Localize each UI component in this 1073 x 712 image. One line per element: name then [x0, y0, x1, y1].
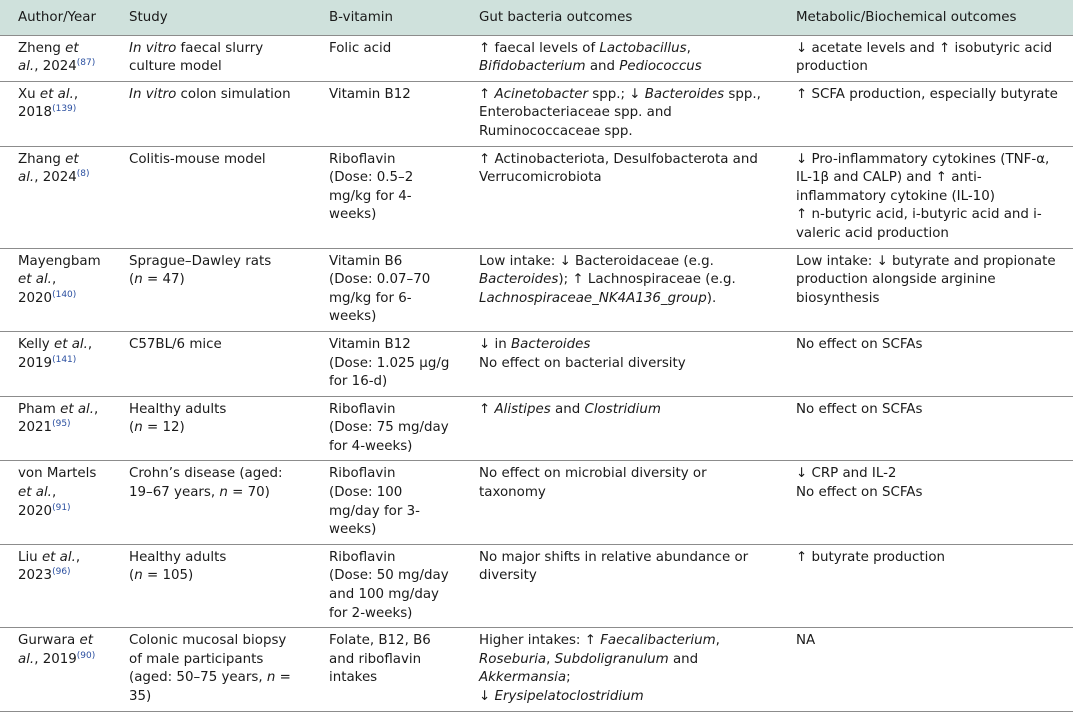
reference-number: (8)	[76, 169, 90, 180]
italic-text: et al.	[41, 549, 76, 565]
italic-text: Acinetobacter	[494, 86, 588, 102]
table-row	[0, 81, 1073, 146]
text-run: (Dose: 100 mg/day for 3-weeks)	[329, 485, 420, 538]
cell-metabolic	[778, 628, 1073, 711]
cell-author-year	[0, 628, 111, 711]
italic-text: Bacteroides	[479, 272, 559, 288]
italic-text: Alistipes	[494, 401, 551, 417]
italic-text: Akkermansia	[479, 670, 567, 686]
cell-line	[796, 253, 1065, 309]
cell-b-vitamin	[311, 544, 461, 627]
cell-gut-bacteria	[461, 81, 778, 146]
text-run: ↓ in	[479, 336, 511, 352]
cell-line	[129, 271, 303, 290]
text-run: No effect on SCFAs	[796, 336, 923, 352]
text-run: Crohn’s disease (aged: 19–67 years,	[129, 466, 283, 501]
header-b-vitamin: B-vitamin	[311, 0, 461, 35]
cell-metabolic	[778, 146, 1073, 248]
text-run: Sprague–Dawley rats	[129, 253, 272, 269]
header-study: Study	[111, 0, 311, 35]
text-run: ↑	[479, 401, 495, 417]
cell-line	[329, 401, 453, 420]
text-run: (	[129, 272, 135, 288]
text-run: Mayengbam	[18, 253, 101, 269]
cell-gut-bacteria	[461, 628, 778, 711]
text-run: = 70)	[227, 485, 270, 501]
italic-text: Pediococcus	[619, 59, 702, 75]
italic-text: et al.	[18, 151, 79, 186]
cell-study	[111, 544, 311, 627]
text-run: , 2024	[34, 59, 77, 75]
cell-b-vitamin	[311, 331, 461, 396]
cell-line	[129, 253, 303, 272]
cell-line	[479, 86, 770, 142]
cell-metabolic	[778, 248, 1073, 331]
cell-line	[796, 401, 1065, 420]
cell-line	[796, 40, 1065, 77]
italic-text: et al.	[18, 485, 52, 501]
text-run: ); ↑ Lachnospiraceae (e.g.	[558, 272, 736, 288]
italic-text: n	[134, 568, 143, 584]
italic-text: et al.	[39, 86, 74, 102]
text-run: Kelly	[18, 336, 54, 352]
text-run: Riboflavin	[329, 549, 396, 565]
cell-metabolic	[778, 81, 1073, 146]
italic-text: Clostridium	[584, 401, 661, 417]
text-run: Pham	[18, 401, 61, 417]
header-row	[0, 0, 1073, 35]
cell-author-year	[0, 146, 111, 248]
cell-author-year	[0, 81, 111, 146]
italic-text: n	[266, 670, 276, 686]
table-header	[0, 0, 1073, 35]
italic-text: Lactobacillus	[599, 40, 687, 56]
text-run: No effect on microbial diversity or taxonomy	[479, 466, 707, 501]
cell-line	[796, 86, 1065, 105]
cell-author-year	[0, 331, 111, 396]
cell-gut-bacteria	[461, 396, 778, 461]
cell-line	[329, 151, 453, 170]
cell-line	[796, 465, 1065, 484]
cell-line	[329, 567, 453, 623]
cell-line	[479, 549, 770, 586]
cell-b-vitamin	[311, 396, 461, 461]
text-run: , 2023	[18, 549, 81, 584]
cell-line	[796, 549, 1065, 568]
text-run: Folic acid	[329, 40, 392, 56]
cell-line	[129, 567, 303, 586]
text-run: Higher intakes: ↑	[479, 633, 601, 649]
table-row	[0, 331, 1073, 396]
text-run: Xu	[18, 86, 40, 102]
text-run: colon simulation	[176, 86, 291, 102]
table-row	[0, 544, 1073, 627]
text-run: Liu	[18, 549, 42, 565]
table-body	[0, 35, 1073, 711]
text-run: (Dose: 0.07–70 mg/kg for 6-weeks)	[329, 272, 431, 325]
cell-line	[796, 206, 1065, 243]
cell-line	[129, 40, 303, 77]
text-run: ;	[566, 670, 571, 686]
cell-b-vitamin	[311, 248, 461, 331]
italic-text: Bacteroides	[510, 336, 591, 352]
cell-b-vitamin	[311, 81, 461, 146]
italic-text: et al.	[18, 272, 52, 288]
text-run: No effect on SCFAs	[796, 485, 923, 501]
cell-gut-bacteria	[461, 544, 778, 627]
text-run: , 2021	[18, 401, 99, 436]
italic-text: et al.	[18, 40, 79, 75]
cell-author-year	[0, 396, 111, 461]
text-run: = 35)	[129, 670, 291, 704]
cell-line	[796, 632, 1065, 651]
text-run: (Dose: 1.025 µg/g for 16-d)	[329, 355, 450, 390]
text-run: ↑ n-butyric acid, i-butyric acid and i-valeric acid production	[796, 207, 1042, 241]
cell-author-year	[0, 35, 111, 81]
text-run: ↓ Pro-inflammatory cytokines (TNF-α, IL-1β and CALP) and ↑ anti-inflammatory cytokine (IL-10)	[796, 151, 1050, 204]
text-run: Riboflavin	[329, 466, 396, 482]
text-run: von Martels	[18, 466, 97, 482]
cell-b-vitamin	[311, 628, 461, 711]
cell-line	[129, 549, 303, 568]
cell-gut-bacteria	[461, 146, 778, 248]
italic-text: Roseburia	[479, 651, 547, 667]
text-run: Zheng	[18, 40, 66, 56]
text-run: ,	[715, 633, 720, 649]
reference-number: (96)	[52, 567, 71, 578]
text-run: ↓ CRP and IL-2	[796, 466, 897, 482]
cell-b-vitamin	[311, 35, 461, 81]
cell-line	[129, 86, 303, 105]
cell-line	[796, 484, 1065, 503]
cell-study	[111, 331, 311, 396]
cell-b-vitamin	[311, 461, 461, 544]
italic-text: n	[134, 420, 143, 436]
cell-line	[329, 86, 453, 105]
text-run: ).	[706, 290, 717, 306]
reference-number: (140)	[52, 289, 77, 300]
cell-line	[129, 465, 303, 502]
italic-text: et al.	[18, 633, 93, 667]
cell-line	[479, 688, 770, 707]
text-run: No effect on bacterial diversity	[479, 355, 686, 371]
text-run: (Dose: 75 mg/day for 4-weeks)	[329, 420, 449, 454]
table-row	[0, 35, 1073, 81]
cell-line	[479, 151, 770, 188]
text-run: ,	[546, 651, 555, 667]
cell-line	[129, 419, 303, 438]
reference-number: (91)	[52, 502, 71, 513]
text-run: ↓	[479, 689, 495, 704]
header-gut-bacteria-outcomes: Gut bacteria outcomes	[461, 0, 778, 35]
italic-text: et al.	[60, 401, 95, 417]
cell-gut-bacteria	[461, 331, 778, 396]
table-row	[0, 146, 1073, 248]
table-row	[0, 628, 1073, 711]
text-run: ↑ SCFA production, especially butyrate	[796, 86, 1058, 102]
text-run: ↓ acetate levels and ↑ isobutyric acid production	[796, 40, 1053, 75]
cell-line	[796, 336, 1065, 355]
text-run: ↑ faecal levels of	[479, 40, 600, 56]
cell-line	[329, 419, 453, 456]
text-run: ,	[686, 40, 691, 56]
cell-b-vitamin	[311, 146, 461, 248]
text-run: ↑	[479, 86, 495, 102]
cell-line	[329, 169, 453, 225]
cell-line	[479, 355, 770, 374]
text-run: Low intake: ↓ Bacteroidaceae (e.g.	[479, 253, 714, 269]
cell-study	[111, 628, 311, 711]
text-run: ↑ butyrate production	[796, 549, 945, 565]
text-run: , 2020	[18, 485, 57, 519]
cell-line	[129, 151, 303, 170]
reference-number: (90)	[76, 650, 96, 661]
text-run: Vitamin B12	[329, 86, 411, 102]
text-run: and	[668, 651, 699, 667]
cell-line	[329, 355, 453, 392]
cell-gut-bacteria	[461, 248, 778, 331]
cell-line	[129, 632, 303, 706]
italic-text: In vitro	[129, 40, 177, 56]
text-run: Vitamin B6	[329, 253, 403, 269]
text-run: (	[129, 420, 135, 436]
cell-line	[479, 632, 770, 688]
text-run: faecal slurry culture model	[129, 40, 264, 75]
text-run: = 12)	[142, 420, 185, 436]
reference-number: (87)	[76, 58, 96, 69]
italic-text: Bifidobacterium	[479, 59, 586, 75]
table-row	[0, 396, 1073, 461]
text-run: spp.; ↓	[587, 86, 645, 102]
cell-study	[111, 35, 311, 81]
cell-gut-bacteria	[461, 35, 778, 81]
text-run: , 2019	[18, 336, 93, 371]
text-run: , 2019	[34, 651, 77, 667]
cell-author-year	[0, 248, 111, 331]
cell-study	[111, 81, 311, 146]
text-run: Low intake: ↓ butyrate and propionate production alongside arginine biosynthesis	[796, 253, 1056, 306]
text-run: Vitamin B12	[329, 336, 411, 352]
text-run: and	[585, 59, 620, 75]
text-run: Riboflavin	[329, 151, 396, 167]
cell-line	[479, 465, 770, 502]
table-row	[0, 461, 1073, 544]
cell-author-year	[0, 461, 111, 544]
cell-line	[479, 253, 770, 309]
text-run: spp., Enterobacteriaceae spp. and Ruminococcaceae spp.	[479, 86, 761, 139]
text-run: Folate, B12, B6 and riboflavin intakes	[329, 633, 431, 686]
italic-text: In vitro	[129, 86, 177, 102]
cell-line	[329, 271, 453, 327]
cell-line	[129, 336, 303, 355]
text-run: Colonic mucosal biopsy of male participants (aged: 50–75 years,	[129, 633, 287, 686]
cell-study	[111, 248, 311, 331]
cell-line	[129, 401, 303, 420]
cell-author-year	[0, 544, 111, 627]
italic-text: Subdoligranulum	[554, 651, 669, 667]
cell-line	[479, 336, 770, 355]
text-run: Healthy adults	[129, 401, 227, 417]
table-row	[0, 248, 1073, 331]
reference-number: (95)	[52, 419, 71, 430]
text-run: = 47)	[142, 272, 185, 288]
reference-number: (139)	[52, 104, 77, 115]
cell-study	[111, 461, 311, 544]
text-run: (Dose: 0.5–2 mg/kg for 4-weeks)	[329, 170, 414, 223]
italic-text: n	[134, 272, 143, 288]
text-run: Healthy adults	[129, 549, 227, 565]
cell-study	[111, 146, 311, 248]
italic-text: n	[219, 485, 228, 501]
header-metabolic-outcomes: Metabolic/Biochemical outcomes	[778, 0, 1073, 35]
text-run: Zhang	[18, 151, 66, 167]
italic-text: Lachnospiraceae_NK4A136_group	[479, 290, 707, 306]
italic-text: Faecalibacterium	[600, 633, 716, 649]
text-run: Colitis-mouse model	[129, 151, 266, 167]
cell-gut-bacteria	[461, 461, 778, 544]
text-run: (Dose: 50 mg/day and 100 mg/day for 2-weeks)	[329, 568, 449, 621]
cell-line	[329, 484, 453, 540]
cell-metabolic	[778, 396, 1073, 461]
cell-study	[111, 396, 311, 461]
cell-line	[329, 549, 453, 568]
cell-line	[329, 253, 453, 272]
text-run: = 105)	[142, 568, 194, 584]
italic-text: et al.	[53, 336, 88, 352]
header-author-year: Author/Year	[0, 0, 111, 35]
text-run: Riboflavin	[329, 401, 396, 417]
text-run: (	[129, 568, 135, 584]
cell-line	[329, 336, 453, 355]
text-run: C57BL/6 mice	[129, 336, 222, 352]
cell-line	[796, 151, 1065, 207]
italic-text: Bacteroides	[644, 86, 725, 102]
text-run: , 2024	[34, 170, 77, 186]
text-run: , 2020	[18, 272, 57, 306]
cell-line	[329, 465, 453, 484]
reference-number: (141)	[52, 354, 77, 365]
italic-text: Erysipelatoclostridium	[494, 689, 644, 704]
cell-metabolic	[778, 35, 1073, 81]
text-run: No effect on SCFAs	[796, 401, 923, 417]
text-run: NA	[796, 633, 816, 649]
cell-metabolic	[778, 544, 1073, 627]
text-run: , 2018	[18, 86, 79, 121]
cell-line	[329, 40, 453, 59]
text-run: and	[550, 401, 585, 417]
cell-line	[329, 632, 453, 688]
text-run: No major shifts in relative abundance or diversity	[479, 549, 749, 584]
cell-line	[479, 40, 770, 77]
cell-metabolic	[778, 331, 1073, 396]
text-run: ↑ Actinobacteriota, Desulfobacterota and Verrucomicrobiota	[479, 151, 758, 186]
cell-metabolic	[778, 461, 1073, 544]
cell-line	[479, 401, 770, 420]
text-run: Gurwara	[18, 633, 80, 649]
